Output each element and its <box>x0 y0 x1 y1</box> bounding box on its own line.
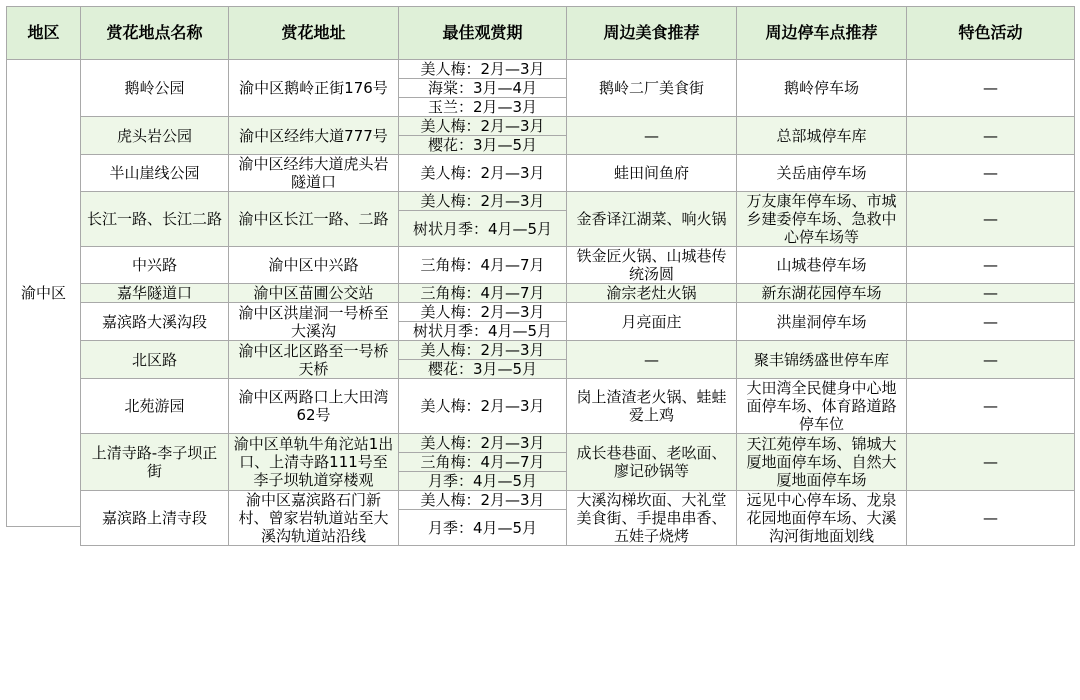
site-name-cell: 北区路 <box>81 341 229 379</box>
period-cell: 月季：4月—5月 <box>399 510 567 546</box>
food-cell: 渝宗老灶火锅 <box>567 284 737 303</box>
activity-cell: — <box>907 117 1075 155</box>
period-cell: 美人梅：2月—3月 <box>399 303 567 322</box>
period-cell: 树状月季：4月—5月 <box>399 322 567 341</box>
activity-cell: — <box>907 379 1075 434</box>
parking-cell: 总部城停车库 <box>737 117 907 155</box>
address-cell: 渝中区洪崖洞一号桥至大溪沟 <box>229 303 399 341</box>
address-cell: 渝中区经纬大道虎头岩隧道口 <box>229 155 399 192</box>
period-cell: 树状月季：4月—5月 <box>399 211 567 247</box>
district-cell: 渝中区 <box>7 60 81 527</box>
period-cell: 美人梅：2月—3月 <box>399 434 567 453</box>
header-activity: 特色活动 <box>907 7 1075 60</box>
parking-cell: 远见中心停车场、龙泉花园地面停车场、大溪沟河街地面划线 <box>737 491 907 546</box>
activity-cell: — <box>907 60 1075 117</box>
food-cell: 铁金匠火锅、山城巷传统汤圆 <box>567 247 737 284</box>
header-best-period: 最佳观赏期 <box>399 7 567 60</box>
site-name-cell: 虎头岩公园 <box>81 117 229 155</box>
period-cell: 海棠：3月—4月 <box>399 79 567 98</box>
food-cell: 月亮面庄 <box>567 303 737 341</box>
activity-cell: — <box>907 434 1075 491</box>
parking-cell: 万友康年停车场、市城乡建委停车场、急救中心停车场等 <box>737 192 907 247</box>
site-name-cell: 嘉滨路上清寺段 <box>81 491 229 546</box>
period-cell: 月季：4月—5月 <box>399 472 567 491</box>
food-cell: — <box>567 341 737 379</box>
address-cell: 渝中区两路口上大田湾62号 <box>229 379 399 434</box>
site-name-cell: 长江一路、长江二路 <box>81 192 229 247</box>
food-cell: 蛙田间鱼府 <box>567 155 737 192</box>
food-cell: 成长巷巷面、老吆面、廖记砂锅等 <box>567 434 737 491</box>
site-name-cell: 半山崖线公园 <box>81 155 229 192</box>
period-cell: 三角梅：4月—7月 <box>399 247 567 284</box>
site-name-cell: 上清寺路-李子坝正街 <box>81 434 229 491</box>
activity-cell: — <box>907 192 1075 247</box>
header-row <box>7 7 1075 60</box>
header-district: 地区 <box>7 7 81 60</box>
address-cell: 渝中区经纬大道777号 <box>229 117 399 155</box>
period-cell: 樱花：3月—5月 <box>399 136 567 155</box>
activity-cell: — <box>907 284 1075 303</box>
table-row <box>7 341 1075 360</box>
site-name-cell: 中兴路 <box>81 247 229 284</box>
period-cell: 美人梅：2月—3月 <box>399 341 567 360</box>
site-name-cell: 鹅岭公园 <box>81 60 229 117</box>
parking-cell: 新东湖花园停车场 <box>737 284 907 303</box>
period-cell: 美人梅：2月—3月 <box>399 117 567 136</box>
table-row <box>7 303 1075 322</box>
food-cell: 岗上渣渣老火锅、蛙蛙爱上鸡 <box>567 379 737 434</box>
period-cell: 美人梅：2月—3月 <box>399 379 567 434</box>
period-cell: 美人梅：2月—3月 <box>399 491 567 510</box>
table-row <box>7 434 1075 453</box>
parking-cell: 山城巷停车场 <box>737 247 907 284</box>
site-name-cell: 北苑游园 <box>81 379 229 434</box>
flower-viewing-table <box>6 6 1075 546</box>
parking-cell: 洪崖洞停车场 <box>737 303 907 341</box>
header-site-name: 赏花地点名称 <box>81 7 229 60</box>
parking-cell: 大田湾全民健身中心地面停车场、体育路道路停车位 <box>737 379 907 434</box>
site-name-cell: 嘉华隧道口 <box>81 284 229 303</box>
period-cell: 玉兰：2月—3月 <box>399 98 567 117</box>
period-cell: 三角梅：4月—7月 <box>399 453 567 472</box>
parking-cell: 鹅岭停车场 <box>737 60 907 117</box>
address-cell: 渝中区苗圃公交站 <box>229 284 399 303</box>
activity-cell: — <box>907 303 1075 341</box>
table-row <box>7 491 1075 510</box>
activity-cell: — <box>907 155 1075 192</box>
address-cell: 渝中区中兴路 <box>229 247 399 284</box>
header-food: 周边美食推荐 <box>567 7 737 60</box>
table-row <box>7 192 1075 211</box>
header-address: 赏花地址 <box>229 7 399 60</box>
parking-cell: 聚丰锦绣盛世停车库 <box>737 341 907 379</box>
address-cell: 渝中区嘉滨路石门新村、曾家岩轨道站至大溪沟轨道站沿线 <box>229 491 399 546</box>
header-parking: 周边停车点推荐 <box>737 7 907 60</box>
site-name-cell: 嘉滨路大溪沟段 <box>81 303 229 341</box>
parking-cell: 关岳庙停车场 <box>737 155 907 192</box>
period-cell: 美人梅：2月—3月 <box>399 60 567 79</box>
activity-cell: — <box>907 491 1075 546</box>
table-row <box>7 284 1075 303</box>
period-cell: 三角梅：4月—7月 <box>399 284 567 303</box>
address-cell: 渝中区鹅岭正街176号 <box>229 60 399 117</box>
activity-cell: — <box>907 341 1075 379</box>
parking-cell: 天江苑停车场、锦城大厦地面停车场、自然大厦地面停车场 <box>737 434 907 491</box>
food-cell: — <box>567 117 737 155</box>
food-cell: 金香译江湖菜、响火锅 <box>567 192 737 247</box>
food-cell: 鹅岭二厂美食街 <box>567 60 737 117</box>
address-cell: 渝中区北区路至一号桥天桥 <box>229 341 399 379</box>
table-row <box>7 60 1075 79</box>
period-cell: 美人梅：2月—3月 <box>399 192 567 211</box>
activity-cell: — <box>907 247 1075 284</box>
period-cell: 樱花：3月—5月 <box>399 360 567 379</box>
address-cell: 渝中区长江一路、二路 <box>229 192 399 247</box>
table-row <box>7 117 1075 136</box>
food-cell: 大溪沟梯坎面、大礼堂美食街、手提串串香、五娃子烧烤 <box>567 491 737 546</box>
period-cell: 美人梅：2月—3月 <box>399 155 567 192</box>
address-cell: 渝中区单轨牛角沱站1出口、上清寺路111号至李子坝轨道穿楼观 <box>229 434 399 491</box>
